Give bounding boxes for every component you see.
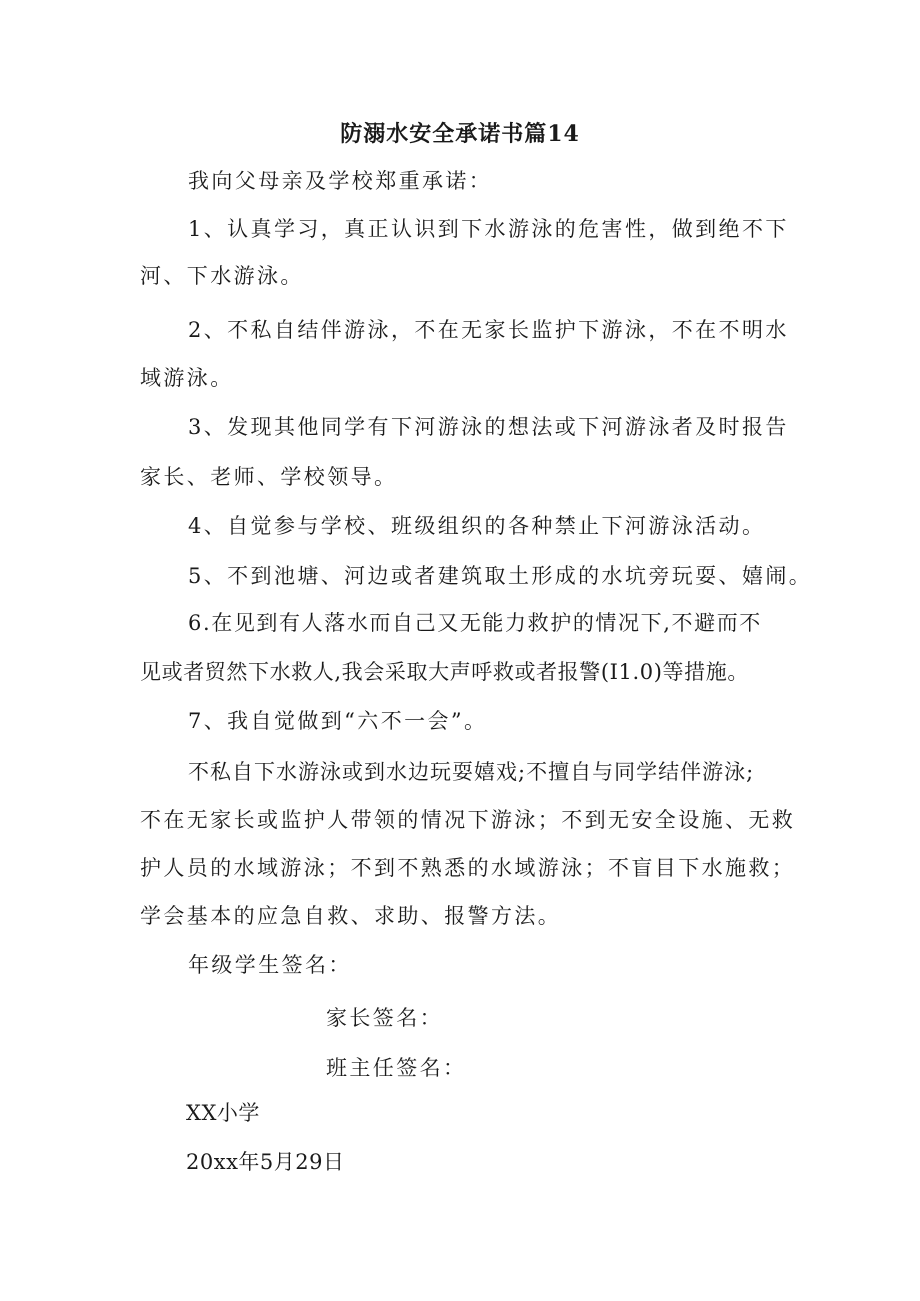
parent-signature-label: 家长签名： xyxy=(326,1006,443,1030)
school-name: XX小学 xyxy=(186,1101,260,1125)
item-3-line-1: 3、发现其他同学有下河游泳的想法或下河游泳者及时报告 xyxy=(188,415,789,439)
item-3-line-2: 家长、老师、学校领导。 xyxy=(140,465,398,489)
item-7: 7、我自觉做到“六不一会”。 xyxy=(188,709,488,733)
intro-paragraph: 我向父母亲及学校郑重承诺： xyxy=(188,169,493,193)
item-2-line-2: 域游泳。 xyxy=(140,366,234,390)
item-2-line-1: 2、不私自结伴游泳，不在无家长监护下游泳，不在不明水 xyxy=(188,318,789,342)
item-6-line-1: 6.在见到有人落水而自己又无能力救护的情况下,不避而不 xyxy=(188,611,762,635)
item-5: 5、不到池塘、河边或者建筑取土形成的水坑旁玩耍、嬉闹。 xyxy=(188,564,813,588)
item-1-line-1: 1、认真学习，真正认识到下水游泳的危害性，做到绝不下 xyxy=(188,217,789,241)
student-signature-label: 年级学生签名： xyxy=(188,953,352,977)
rules-line-3: 护人员的水域游泳；不到不熟悉的水域游泳；不盲目下水施救； xyxy=(140,856,796,880)
rules-line-4: 学会基本的应急自救、求助、报警方法。 xyxy=(140,904,562,928)
teacher-signature-label: 班主任签名： xyxy=(326,1056,467,1080)
rules-line-2: 不在无家长或监护人带领的情况下游泳；不到无安全设施、无救 xyxy=(140,808,796,832)
document-date: 20xx年5月29日 xyxy=(186,1150,345,1174)
item-1-line-2: 河、下水游泳。 xyxy=(140,264,304,288)
item-4: 4、自觉参与学校、班级组织的各种禁止下河游泳活动。 xyxy=(188,514,766,538)
rules-line-1: 不私自下水游泳或到水边玩耍嬉戏;不擅自与同学结伴游泳; xyxy=(188,760,755,784)
page-title: 防溺水安全承诺书篇14 xyxy=(340,121,580,147)
item-6-line-2: 见或者贸然下水救人,我会采取大声呼救或者报警(I1.0)等措施。 xyxy=(140,660,749,684)
